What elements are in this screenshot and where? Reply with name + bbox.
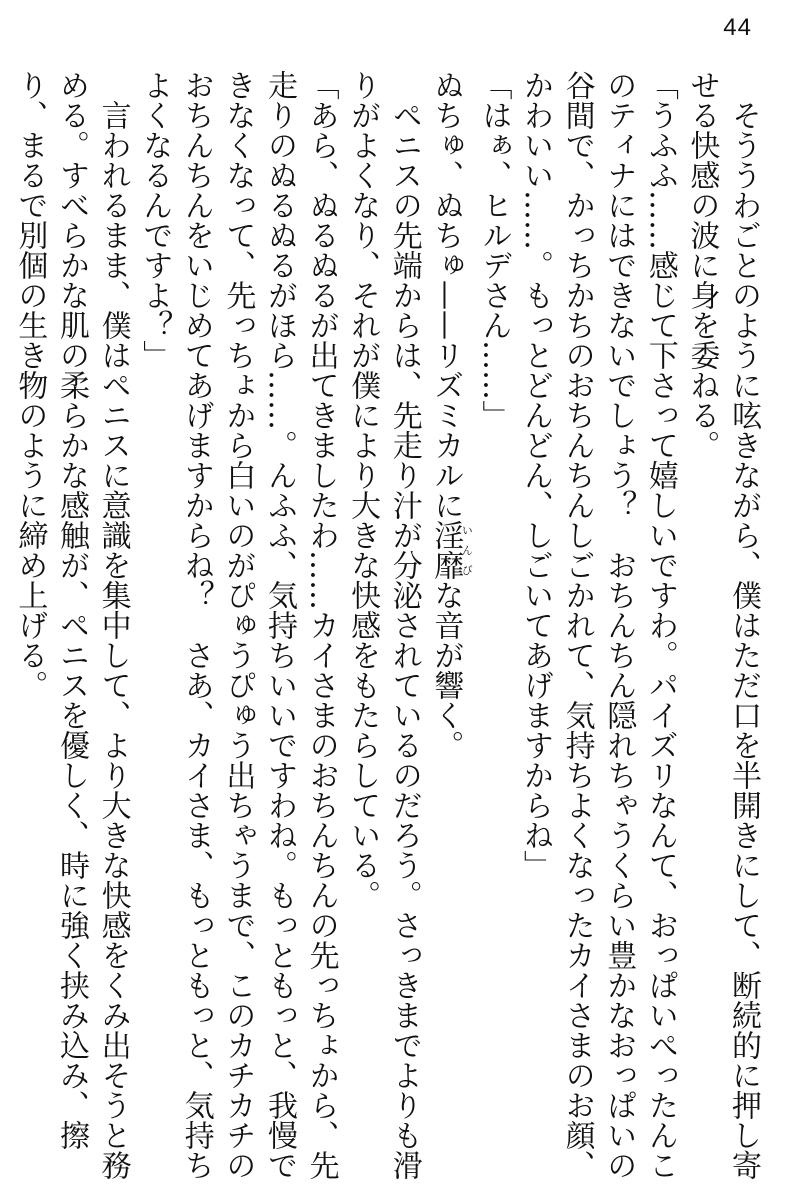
paragraph-5: ペニスの先端からは、先走り汁が分泌されているのだろう。さっきまでよりも滑りがよくなり、それが僕により大きな快感をもたらしている。 (345, 70, 422, 1180)
paragraph-4-tail: な音が響く。 (428, 580, 464, 760)
paragraph-1: そううわごとのように呟きながら、僕はただ口を半開きにして、断続的に押し寄せる快感の波に身を委ねる。 (684, 70, 761, 1180)
paragraph-4 (425, 70, 473, 1180)
paragraph-2-dialogue: 「うふふ……感じて下さって嬉しいですわ。パイズリなんて、おっぱいぺったんこのティナにはできないでしょう？ おちんちん隠れちゃうくらい豊かなおっぱいの谷間で、かっちかちのおちんちんしごかれて、気持ちよくなったカイさまのお顔、かわいい……。もっとどんどん、しごいてあげますからね」 (518, 70, 678, 1180)
page-number: 44 (723, 14, 752, 41)
ruby-reading: いんび (460, 520, 474, 580)
ruby-base: 淫靡 (428, 520, 464, 580)
ruby-word (428, 520, 474, 580)
paragraph-7: 言われるまま、僕はペニスに意識を集中して、より大きな快感をくみ出そうと務める。すべらかな肌の柔らかな感触が、ペニスを優しく、時に強く挟み込み、擦り、まるで別個の生き物のように締め上げる。 (12, 70, 131, 1180)
body-text (12, 70, 764, 1180)
paragraph-3-dialogue: 「はぁ、ヒルデさん……」 (476, 70, 512, 430)
paragraph-6-dialogue: 「あら、ぬるぬるが出てきましたわ……カイさまのおちんちんの先っちょから、先走りのぬるぬるがほら……。んふふ、気持ちいいですわね。もっともっと、我慢できなくなって、先っちょから白いのがぴゅうぴゅう出ちゃうまで、このカチカチのおちんちんをいじめてあげますからね？ さあ、カイさま、もっともっと、気持ちよくなるんですよ？」 (137, 70, 339, 1180)
paragraph-4-lead: ぬちゅ、ぬちゅ——リズミカルに (428, 70, 464, 520)
